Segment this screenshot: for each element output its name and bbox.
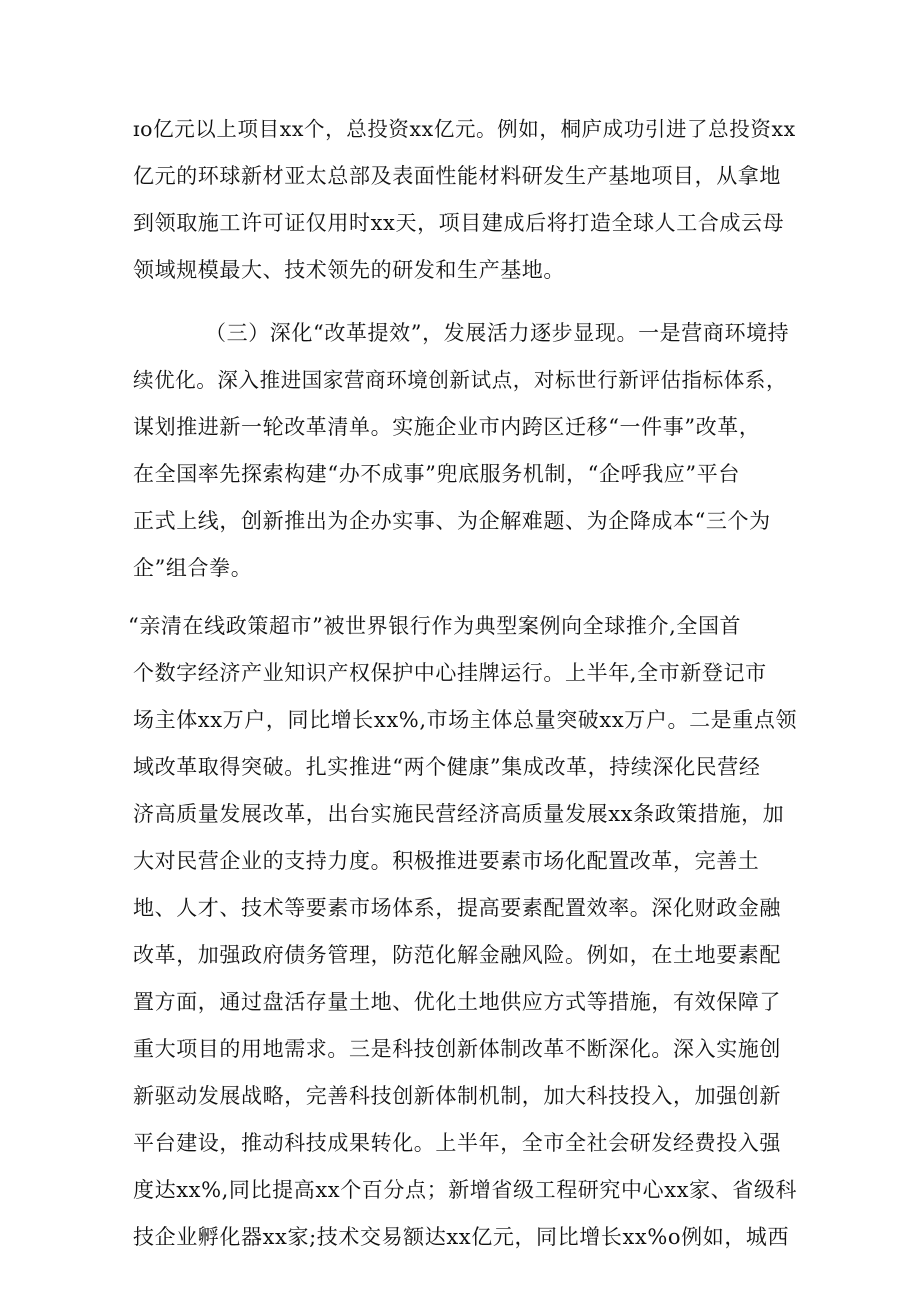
text-line: 在全国率先探索构建“办不成事”兜底服务机制，“企呼我应”平台 [133,462,740,486]
text-line: 改革，加强政府债务管理，防范化解金融风险。例如，在土地要素配 [133,943,781,967]
text-line: 大对民营企业的支持力度。积极推进要素市场化配置改革，完善土 [133,849,760,873]
text-line: ɪo亿元以上项目xx个，总投资xx亿元。例如，桐庐成功引进了总投资xx [133,117,796,141]
text-line: 地、人才、技术等要素市场体系，提高要素配置效率。深化财政金融 [133,896,781,920]
text-line: 度达xx%,同比提高xx个百分点；新增省级工程研究中心xx家、省级科 [133,1178,798,1202]
text-line: 亿元的环球新材亚太总部及表面性能材料研发生产基地项目，从拿地 [133,164,781,188]
text-line: 域改革取得突破。扎实推进“两个健康”集成改革，持续深化民营经 [133,755,761,779]
text-line: 新驱动发展战略，完善科技创新体制机制，加大科技投入，加强创新 [133,1084,781,1108]
text-line: 企”组合拳。 [133,556,253,580]
text-line: 济高质量发展改革，出台实施民营经济高质量发展xx条政策措施，加 [133,802,785,826]
text-line: 平台建设，推动科技成果转化。上半年，全市全社会研发经费投入强 [133,1131,781,1155]
text-line: 重大项目的用地需求。三是科技创新体制改革不断深化。深入实施创 [133,1037,781,1061]
text-line: “亲清在线政策超市”被世界银行作为典型案例向全球推介,全国首 [128,614,742,638]
text-line: 续优化。深入推进国家营商环境创新试点，对标世行新评估指标体系， [133,368,788,392]
text-line: 谋划推进新一轮改革清单。实施企业市内跨区迁移“一件事”改革， [133,415,761,439]
text-line: 到领取施工许可证仅用时xx天，项目建成后将打造全球人工合成云母 [133,211,785,235]
text-line: 正式上线，创新推出为企办实事、为企解难题、为企降成本“三个为 [133,509,771,533]
text-line: 场主体xx万户，同比增长xx%,市场主体总量突破xx万户。二是重点领 [133,708,798,732]
text-line: 个数字经济产业知识产权保护中心挂牌运行。上半年,全市新登记市 [133,661,767,685]
section-heading-line: （三）深化“改革提效”，发展活力逐步显现。一是营商环境持 [205,321,790,345]
text-line: 领域规模最大、技术领先的研发和生产基地。 [133,258,565,282]
text-line: 技企业孵化器xx家;技术交易额达xx亿元，同比增长xx%o例如，城西 [133,1225,790,1249]
text-line: 置方面，通过盘活存量土地、优化土地供应方式等措施，有效保障了 [133,990,781,1014]
